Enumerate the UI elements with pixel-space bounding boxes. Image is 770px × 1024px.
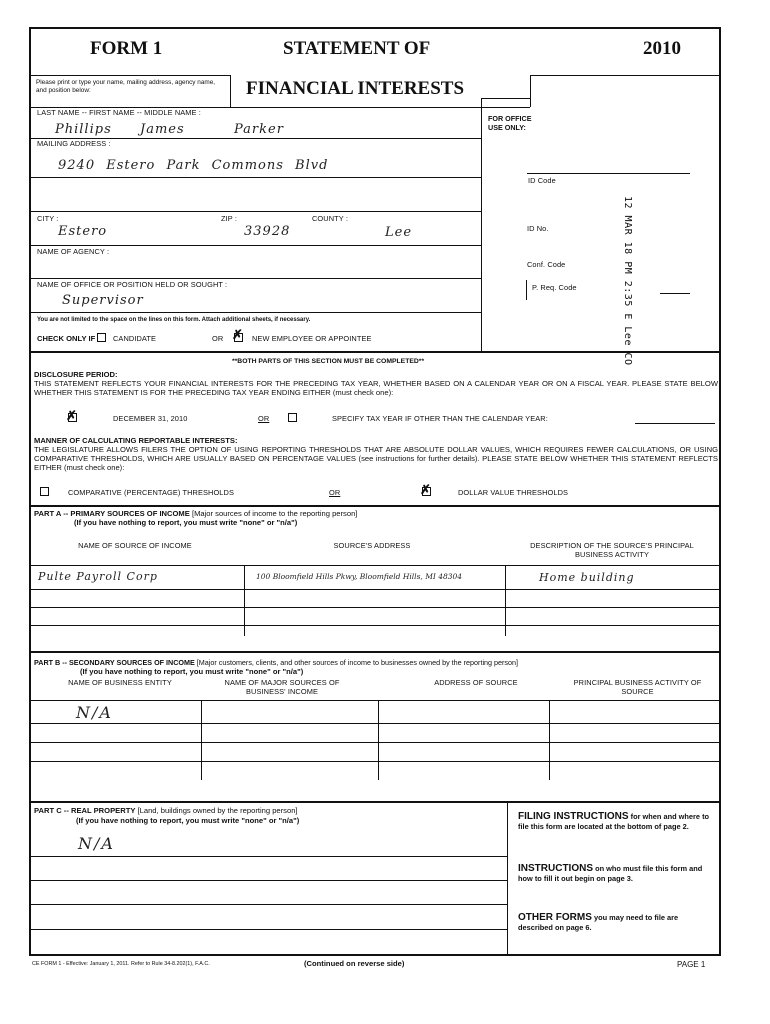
other-year-checkbox[interactable] bbox=[288, 413, 297, 422]
filing-instructions bbox=[518, 812, 714, 831]
office-use-label: FOR OFFICE USE ONLY: bbox=[488, 114, 532, 132]
or-label-2: OR bbox=[258, 414, 270, 423]
part-c-title-note: [Land, buildings owned by the reporting person] bbox=[137, 806, 298, 815]
last-name-value[interactable]: Phillips bbox=[55, 122, 112, 137]
new-employee-label: NEW EMPLOYEE OR APPOINTEE bbox=[252, 334, 372, 343]
manner-title: MANNER OF CALCULATING REPORTABLE INTERESTS: bbox=[34, 436, 238, 445]
part-b-subtitle: (If you have nothing to report, you must write "none" or "n/a") bbox=[80, 667, 304, 676]
candidate-label: CANDIDATE bbox=[113, 334, 157, 343]
comparative-label: COMPARATIVE (PERCENTAGE) THRESHOLDS bbox=[68, 488, 234, 497]
part-a-subtitle: (If you have nothing to report, you must write "none" or "n/a") bbox=[74, 518, 298, 527]
or-label-3: OR bbox=[329, 488, 341, 497]
part-c-title-line bbox=[34, 806, 298, 815]
footer-page-number: PAGE 1 bbox=[677, 960, 706, 969]
form-year: 2010 bbox=[643, 38, 681, 59]
part-b-col-sources: NAME OF MAJOR SOURCES OF BUSINESS' INCOME bbox=[224, 678, 340, 696]
instructions-text: on who must file this form and how to fill it out begin on page 3. bbox=[518, 864, 703, 883]
id-code-label: ID Code bbox=[528, 176, 556, 185]
part-a-col-address: SOURCE'S ADDRESS bbox=[333, 541, 411, 550]
candidate-checkbox[interactable] bbox=[97, 333, 106, 342]
footer-form-ref: CE FORM 1 - Effective: January 1, 2011. Refer to Rule 34-8.202(1), F.A.C. bbox=[32, 961, 210, 967]
part-b-col-address: ADDRESS OF SOURCE bbox=[434, 678, 518, 687]
check-only-if-label: CHECK ONLY IF bbox=[37, 334, 96, 343]
city-value[interactable]: Estero bbox=[58, 224, 108, 239]
part-a-title: PART A -- PRIMARY SOURCES OF INCOME bbox=[34, 509, 190, 518]
filing-instructions-head: FILING INSTRUCTIONS bbox=[518, 811, 629, 822]
part-b-title-line bbox=[34, 658, 518, 667]
form-number: FORM 1 bbox=[90, 38, 163, 59]
other-year-label: SPECIFY TAX YEAR IF OTHER THAN THE CALENDAR YEAR: bbox=[332, 414, 548, 423]
comparative-checkbox[interactable] bbox=[40, 487, 49, 496]
or-label-1: OR bbox=[212, 334, 224, 343]
zip-value[interactable]: 33928 bbox=[244, 224, 291, 239]
disclosure-title: DISCLOSURE PERIOD: bbox=[34, 370, 118, 379]
part-b-title: PART B -- SECONDARY SOURCES OF INCOME bbox=[34, 658, 195, 667]
other-forms-head: OTHER FORMS bbox=[518, 912, 592, 923]
title-line2: FINANCIAL INTERESTS bbox=[246, 78, 465, 99]
instructions-head: INSTRUCTIONS bbox=[518, 863, 593, 874]
part-a-row1-activity[interactable]: Home building bbox=[539, 571, 635, 584]
part-c-title: PART C -- REAL PROPERTY bbox=[34, 806, 136, 815]
part-b-title-note: [Major customers, clients, and other sources of income to businesses owned by the reporting person] bbox=[196, 658, 519, 667]
part-a-title-line bbox=[34, 509, 357, 518]
dollar-check-mark: ✗ bbox=[420, 482, 431, 497]
other-forms-instructions bbox=[518, 913, 714, 932]
name-label: LAST NAME -- FIRST NAME -- MIDDLE NAME : bbox=[37, 108, 201, 117]
city-label: CITY : bbox=[37, 214, 59, 223]
first-name-value[interactable]: James bbox=[140, 122, 185, 137]
agency-label: NAME OF AGENCY : bbox=[37, 247, 110, 256]
limit-note: You are not limited to the space on the lines on this form. Attach additional sheets, if necessary. bbox=[37, 317, 311, 323]
zip-label: ZIP : bbox=[221, 214, 237, 223]
title-line1: STATEMENT OF bbox=[283, 38, 431, 59]
december-label: DECEMBER 31, 2010 bbox=[113, 414, 188, 423]
county-value[interactable]: Lee bbox=[385, 225, 413, 240]
part-a-row1-address[interactable]: 100 Bloomfield Hills Pkwy, Bloomfield Hills, MI 48304 bbox=[256, 572, 463, 581]
part-c-row1[interactable]: N/A bbox=[78, 834, 115, 853]
part-a-col-name: NAME OF SOURCE OF INCOME bbox=[78, 541, 192, 550]
header-instruction: Please print or type your name, mailing address, agency name, and position below: bbox=[36, 79, 216, 94]
dollar-label: DOLLAR VALUE THRESHOLDS bbox=[458, 488, 569, 497]
filing-instructions-text: for when and where to file this form are located at the bottom of page 2. bbox=[518, 812, 710, 831]
middle-name-value[interactable]: Parker bbox=[234, 122, 284, 137]
part-a-col-description: DESCRIPTION OF THE SOURCE'S PRINCIPAL BUSINESS ACTIVITY bbox=[530, 541, 694, 559]
p-req-code-label: P. Req. Code bbox=[532, 283, 577, 292]
received-stamp: 12 MAR 18 PM 2:35 E Lee CO bbox=[622, 196, 633, 366]
part-a-row1-name[interactable]: Pulte Payroll Corp bbox=[38, 570, 158, 583]
address-label: MAILING ADDRESS : bbox=[37, 139, 111, 148]
other-forms-text: you may need to file are described on page 6. bbox=[518, 913, 679, 932]
who-must-file-instructions bbox=[518, 864, 714, 883]
conf-code-label: Conf. Code bbox=[527, 260, 566, 269]
county-label: COUNTY : bbox=[312, 214, 348, 223]
new-employee-check-mark: ✗ bbox=[232, 327, 243, 342]
part-b-col-activity: PRINCIPAL BUSINESS ACTIVITY OF SOURCE bbox=[573, 678, 702, 696]
part-b-col-entity: NAME OF BUSINESS ENTITY bbox=[68, 678, 172, 687]
manner-text: THE LEGISLATURE ALLOWS FILERS THE OPTION OF USING REPORTING THRESHOLDS THAT ARE ABSOLUTE DOLLAR VALUES, WHICH REQUIRES FEWER CALCULATIONS, OR USING COMPARATIVE THRESHOLDS, WHICH ARE USUALLY BASED ON PERCENTAGE VALUES (see instructions for further details). PLEASE STATE BELOW WHETHER THIS STATEMENT REFLECTS EITHER (must check one): bbox=[34, 445, 718, 472]
december-check-mark: ✗ bbox=[66, 408, 77, 423]
part-c-subtitle: (If you have nothing to report, you must write "none" or "n/a") bbox=[76, 816, 300, 825]
part-b-row1-entity[interactable]: N/A bbox=[76, 703, 113, 722]
id-no-label: ID No. bbox=[527, 224, 549, 233]
footer-continued: (Continued on reverse side) bbox=[304, 959, 405, 968]
must-complete-note: **BOTH PARTS OF THIS SECTION MUST BE COMPLETED** bbox=[232, 358, 425, 365]
part-a-title-note: [Major sources of income to the reporting person] bbox=[191, 509, 358, 518]
office-label: NAME OF OFFICE OR POSITION HELD OR SOUGHT : bbox=[37, 280, 228, 289]
disclosure-text: THIS STATEMENT REFLECTS YOUR FINANCIAL INTERESTS FOR THE PRECEDING TAX YEAR, WHETHER BASED ON A CALENDAR YEAR OR ON A FISCAL YEAR. PLEASE STATE BELOW WHETHER THIS STATEMENT IS FOR THE PRECEDING TAX YEAR ENDING EITHER (must check one): bbox=[34, 379, 718, 397]
address-value[interactable]: 9240 Estero Park Commons Blvd bbox=[58, 158, 329, 173]
office-value[interactable]: Supervisor bbox=[62, 293, 144, 308]
